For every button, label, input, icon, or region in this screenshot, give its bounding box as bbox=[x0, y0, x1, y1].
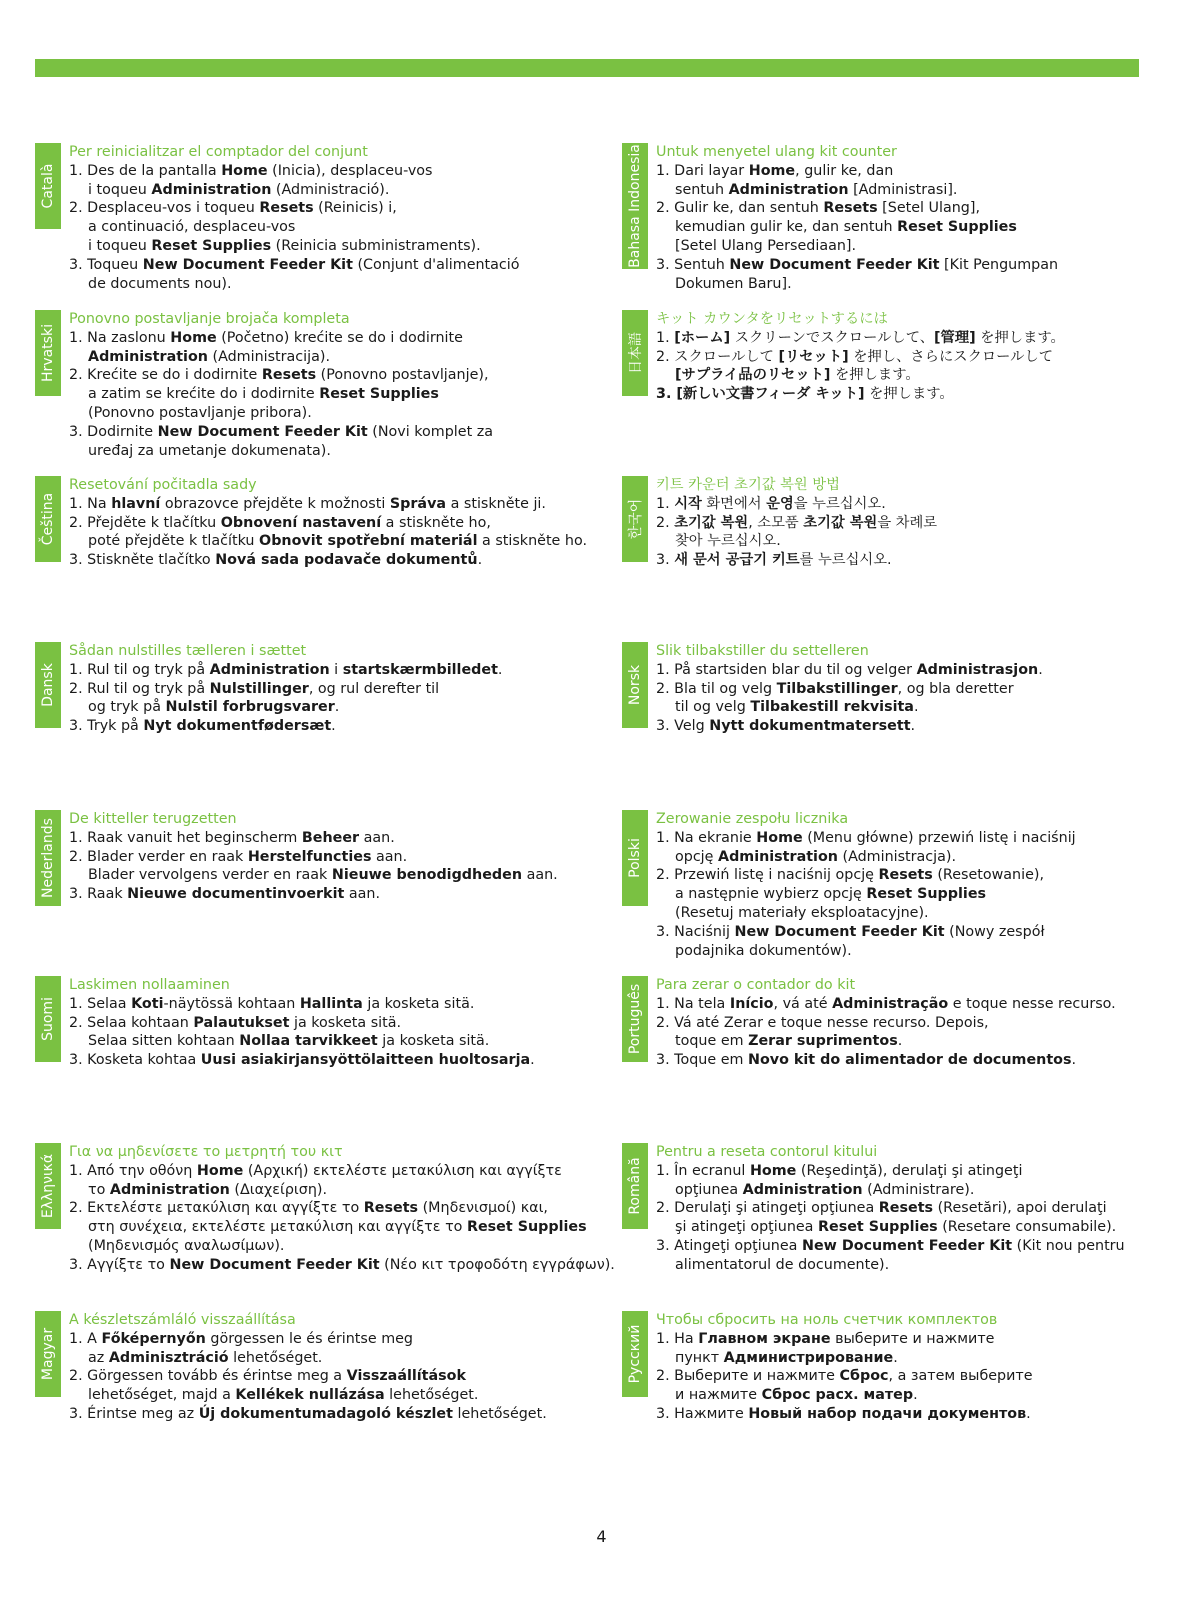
instruction-line: 1. На Главном экране выберите и нажмите bbox=[656, 1330, 995, 1347]
language-tab bbox=[35, 810, 61, 906]
section-title: Para zerar o contador do kit bbox=[656, 977, 856, 993]
instruction-line: 3. [新しい文書フィーダ キット] を押します。 bbox=[656, 386, 954, 403]
instruction-line: 2. Przewiń listę i naciśnij opcję Resets (Resetowanie), bbox=[656, 867, 1044, 884]
section-body bbox=[69, 1311, 559, 1424]
language-label: Hrvatski bbox=[40, 324, 56, 382]
instruction-line: a następnie wybierz opcję Reset Supplies bbox=[675, 886, 987, 903]
instruction-line: 2. Rul til og tryk på Nulstillinger, og rul derefter til bbox=[69, 680, 440, 697]
language-tab bbox=[622, 476, 648, 562]
instruction-line: 2. Görgessen tovább és érintse meg a Visszaállítások bbox=[69, 1368, 466, 1385]
section-title: Resetování počitadla sady bbox=[69, 477, 257, 493]
section-body bbox=[69, 1143, 615, 1275]
section-body bbox=[656, 476, 1146, 570]
section-title: Για να μηδενίσετε το μετρητή του κιτ bbox=[69, 1144, 343, 1160]
instruction-line: 2. Přejděte k tlačítku Obnovení nastavení a stiskněte ho, bbox=[69, 514, 491, 531]
instruction-line: [サプライ品のリセット] を押します。 bbox=[675, 367, 920, 384]
language-label: Português bbox=[627, 983, 643, 1055]
language-label: Nederlands bbox=[40, 818, 56, 898]
instruction-line: 3. Toqueu New Document Feeder Kit (Conjunt d'alimentació bbox=[69, 256, 520, 273]
section-body bbox=[656, 1311, 1146, 1424]
section-body bbox=[69, 810, 559, 904]
language-tab bbox=[622, 642, 648, 728]
instruction-line: opcję Administration (Administracja). bbox=[675, 848, 957, 865]
instruction-line: şi atingeţi opţiunea Reset Supplies (Resetare consumabile). bbox=[675, 1219, 1117, 1236]
instruction-line: 2. Selaa kohtaan Palautukset ja kosketa sitä. bbox=[69, 1014, 402, 1031]
instruction-line: 3. Нажмите Новый набор подачи документов. bbox=[656, 1405, 1031, 1422]
section-body bbox=[656, 642, 1146, 736]
instruction-line: 2. Выберите и нажмите Сброс, а затем выберите bbox=[656, 1368, 1033, 1385]
page-number: 4 bbox=[596, 1527, 607, 1546]
instruction-line: и нажмите Сброс расх. матер. bbox=[675, 1387, 918, 1404]
instruction-line: 3. Dodirnite New Document Feeder Kit (Novi komplet za bbox=[69, 423, 493, 440]
language-label: Русский bbox=[627, 1324, 643, 1384]
instruction-line: (Μηδενισμός αναλωσίμων). bbox=[88, 1237, 285, 1254]
instruction-line: 3. Érintse meg az Új dokumentumadagoló készlet lehetőséget. bbox=[69, 1405, 547, 1422]
instruction-line: podajnika dokumentów). bbox=[675, 942, 852, 959]
section-body bbox=[656, 310, 1146, 404]
section-body bbox=[69, 642, 559, 736]
language-tab bbox=[622, 810, 648, 906]
instruction-line: 2. Blader verder en raak Herstelfuncties aan. bbox=[69, 848, 408, 865]
language-tab bbox=[35, 1143, 61, 1229]
instruction-line: 2. スクロールして [リセット] を押し、さらにスクロールして bbox=[656, 348, 1054, 365]
instruction-line: uređaj za umetanje dokumenata). bbox=[88, 442, 331, 459]
instruction-line: 1. Dari layar Home, gulir ke, dan bbox=[656, 162, 894, 179]
language-tab bbox=[35, 976, 61, 1062]
instruction-line: 1. 시작 화면에서 운영을 누르십시오. bbox=[656, 495, 886, 512]
instruction-line: 1. Des de la pantalla Home (Inicia), desplaceu-vos bbox=[69, 162, 433, 179]
instruction-line: 3. Kosketa kohtaa Uusi asiakirjansyöttölaitteen huoltosarja. bbox=[69, 1052, 535, 1069]
instruction-list bbox=[656, 329, 1146, 404]
instruction-line: 2. 초기값 복원, 소모품 초기값 복원을 차례로 bbox=[656, 514, 938, 531]
instruction-line: 2. Desplaceu-vos i toqueu Resets (Reinicis) i, bbox=[69, 200, 397, 217]
instruction-list bbox=[656, 495, 1146, 570]
instruction-line: 3. Sentuh New Document Feeder Kit [Kit Pengumpan bbox=[656, 256, 1059, 273]
instruction-line: 1. Na tela Início, vá até Administração e toque nesse recurso. bbox=[656, 995, 1116, 1012]
instruction-list bbox=[656, 995, 1146, 1070]
language-label: Polski bbox=[627, 838, 643, 878]
section-body bbox=[69, 476, 587, 570]
section-body bbox=[656, 810, 1146, 960]
instruction-line: 1. Από την οθόνη Home (Αρχική) εκτελέστε μετακύλιση και αγγίξτε bbox=[69, 1162, 562, 1179]
instruction-line: 2. Bla til og velg Tilbakstillinger, og bla deretter bbox=[656, 680, 1014, 697]
instruction-line: Dokumen Baru]. bbox=[675, 275, 792, 292]
instruction-line: og tryk på Nulstil forbrugsvarer. bbox=[88, 699, 340, 716]
section-title: Ponovno postavljanje brojača kompleta bbox=[69, 311, 350, 327]
instruction-line: 3. Raak Nieuwe documentinvoerkit aan. bbox=[69, 886, 380, 903]
instruction-list bbox=[656, 1162, 1146, 1275]
instruction-list bbox=[656, 162, 1146, 294]
instruction-line: [Setel Ulang Persediaan]. bbox=[675, 237, 857, 254]
instruction-list bbox=[69, 495, 587, 570]
language-tab bbox=[35, 310, 61, 396]
language-label: 日本語 bbox=[628, 332, 644, 374]
instruction-list bbox=[69, 329, 559, 461]
instruction-line: 2. Derulaţi şi atingeţi opţiunea Resets (Resetări), apoi derulaţi bbox=[656, 1200, 1107, 1217]
section-body bbox=[69, 143, 559, 293]
language-label: Dansk bbox=[40, 663, 56, 707]
instruction-line: toque em Zerar suprimentos. bbox=[675, 1033, 903, 1050]
instruction-list bbox=[69, 1330, 559, 1424]
instruction-line: de documents nou). bbox=[88, 275, 232, 292]
section-body bbox=[656, 143, 1146, 293]
instruction-line: το Administration (Διαχείριση). bbox=[88, 1181, 328, 1198]
section-title: Per reinicialitzar el comptador del conjunt bbox=[69, 144, 368, 160]
instruction-line: Administration (Administracija). bbox=[88, 348, 330, 365]
instruction-list bbox=[69, 162, 559, 294]
instruction-line: (Resetuj materiały eksploatacyjne). bbox=[675, 904, 929, 921]
instruction-line: 찾아 누르십시오. bbox=[675, 533, 781, 550]
instruction-line: a zatim se krećite do i dodirnite Reset Supplies bbox=[88, 386, 439, 403]
instruction-line: i toqueu Reset Supplies (Reinicia subministraments). bbox=[88, 237, 481, 254]
language-tab bbox=[35, 1311, 61, 1397]
section-body bbox=[656, 1143, 1146, 1275]
language-tab bbox=[622, 976, 648, 1062]
section-title: Untuk menyetel ulang kit counter bbox=[656, 144, 897, 160]
instruction-line: 1. Na ekranie Home (Menu główne) przewiń listę i naciśnij bbox=[656, 829, 1076, 846]
language-tab bbox=[35, 642, 61, 728]
instruction-line: 3. Tryk på Nyt dokumentfødersæt. bbox=[69, 718, 336, 735]
section-body bbox=[69, 976, 559, 1070]
language-tab bbox=[622, 1311, 648, 1397]
instruction-line: kemudian gulir ke, dan sentuh Reset Supplies bbox=[675, 219, 1017, 236]
instruction-line: 1. På startsiden blar du til og velger Administrasjon. bbox=[656, 661, 1043, 678]
instruction-list bbox=[69, 1162, 615, 1275]
instruction-list bbox=[69, 829, 559, 904]
instruction-line: 2. Εκτελέστε μετακύλιση και αγγίξτε το Resets (Μηδενισμοί) και, bbox=[69, 1200, 548, 1217]
language-label: Română bbox=[627, 1157, 643, 1215]
instruction-line: 3. Stiskněte tlačítko Nová sada podavače dokumentů. bbox=[69, 552, 483, 569]
section-title: 키트 카운터 초기값 복원 방법 bbox=[656, 477, 840, 493]
language-label: Català bbox=[40, 163, 56, 209]
instruction-line: opţiunea Administration (Administrare). bbox=[675, 1181, 975, 1198]
instruction-line: (Ponovno postavljanje pribora). bbox=[88, 404, 312, 421]
section-title: Slik tilbakstiller du settelleren bbox=[656, 643, 869, 659]
instruction-line: a continuació, desplaceu-vos bbox=[88, 219, 296, 236]
instruction-line: 2. Gulir ke, dan sentuh Resets [Setel Ulang], bbox=[656, 200, 981, 217]
section-title: Sådan nulstilles tælleren i sættet bbox=[69, 643, 307, 659]
section-title: A készletszámláló visszaállítása bbox=[69, 1312, 296, 1328]
language-label: Norsk bbox=[627, 664, 643, 706]
instruction-line: 3. Velg Nytt dokumentmatersett. bbox=[656, 718, 916, 735]
instruction-line: poté přejděte k tlačítku Obnovit spotřební materiál a stiskněte ho. bbox=[88, 533, 587, 550]
instruction-line: alimentatorul de documente). bbox=[675, 1256, 890, 1273]
instruction-list bbox=[656, 661, 1146, 736]
section-title: キット カウンタをリセットするには bbox=[656, 311, 888, 327]
instruction-list bbox=[69, 995, 559, 1070]
instruction-line: 2. Krećite se do i dodirnite Resets (Ponovno postavljanje), bbox=[69, 367, 489, 384]
instruction-line: 1. Na zaslonu Home (Početno) krećite se do i dodirnite bbox=[69, 329, 463, 346]
section-body bbox=[69, 310, 559, 460]
instruction-line: az Adminisztráció lehetőséget. bbox=[88, 1349, 323, 1366]
instruction-list bbox=[656, 829, 1146, 961]
instruction-line: Selaa sitten kohtaan Nollaa tarvikkeet ja kosketa sitä. bbox=[88, 1033, 490, 1050]
instruction-line: 3. Toque em Novo kit do alimentador de documentos. bbox=[656, 1052, 1077, 1069]
language-label: 한국어 bbox=[628, 498, 644, 540]
language-tab bbox=[622, 310, 648, 396]
instruction-line: пункт Администрирование. bbox=[675, 1349, 898, 1366]
language-tab bbox=[622, 143, 648, 269]
instruction-line: 1. [ホーム] スクリーンでスクロールして、[管理] を押します。 bbox=[656, 329, 1065, 346]
instruction-line: 3. Atingeţi opţiunea New Document Feeder Kit (Kit nou pentru bbox=[656, 1237, 1125, 1254]
language-tab bbox=[622, 1143, 648, 1229]
section-title: Zerowanie zespołu licznika bbox=[656, 811, 849, 827]
section-title: De kitteller terugzetten bbox=[69, 811, 237, 827]
instruction-line: 1. Na hlavní obrazovce přejděte k možnosti Správa a stiskněte ji. bbox=[69, 495, 546, 512]
header-bar bbox=[35, 59, 1139, 77]
instruction-line: 1. A Főképernyőn görgessen le és érintse meg bbox=[69, 1330, 413, 1347]
instruction-line: 1. Raak vanuit het beginscherm Beheer aan. bbox=[69, 829, 395, 846]
instruction-line: til og velg Tilbakestill rekvisita. bbox=[675, 699, 919, 716]
section-title: Laskimen nollaaminen bbox=[69, 977, 230, 993]
language-label: Ελληνικά bbox=[40, 1153, 56, 1219]
instruction-line: 2. Vá até Zerar e toque nesse recurso. Depois, bbox=[656, 1014, 989, 1031]
instruction-list bbox=[69, 661, 559, 736]
instruction-line: 1. În ecranul Home (Reşedinţă), derulaţi şi atingeţi bbox=[656, 1162, 1023, 1179]
instruction-line: στη συνέχεια, εκτελέστε μετακύλιση και αγγίξτε το Reset Supplies bbox=[88, 1219, 587, 1236]
language-tab bbox=[35, 143, 61, 229]
language-label: Magyar bbox=[40, 1327, 56, 1381]
instruction-line: 1. Selaa Koti-näytössä kohtaan Hallinta ja kosketa sitä. bbox=[69, 995, 475, 1012]
instruction-line: sentuh Administration [Administrasi]. bbox=[675, 181, 958, 198]
instruction-line: 1. Rul til og tryk på Administration i startskærmbilledet. bbox=[69, 661, 503, 678]
instruction-list bbox=[656, 1330, 1146, 1424]
instruction-line: 3. Αγγίξτε το New Document Feeder Kit (Νέο κιτ τροφοδότη εγγράφων). bbox=[69, 1256, 615, 1273]
section-body bbox=[656, 976, 1146, 1070]
language-label: Suomi bbox=[40, 997, 56, 1041]
instruction-line: Blader vervolgens verder en raak Nieuwe benodigdheden aan. bbox=[88, 867, 558, 884]
section-title: Pentru a reseta contorul kitului bbox=[656, 1144, 878, 1160]
language-tab bbox=[35, 476, 61, 562]
instruction-line: lehetőséget, majd a Kellékek nullázása lehetőséget. bbox=[88, 1387, 479, 1404]
instruction-line: 3. 새 문서 공급기 키트를 누르십시오. bbox=[656, 552, 892, 569]
instruction-line: 3. Naciśnij New Document Feeder Kit (Nowy zespół bbox=[656, 923, 1045, 940]
section-title: Чтобы сбросить на ноль счетчик комплектов bbox=[656, 1312, 998, 1328]
language-label: Čeština bbox=[40, 492, 56, 546]
language-label: Bahasa Indonesia bbox=[627, 144, 643, 268]
instruction-line: i toqueu Administration (Administració). bbox=[88, 181, 390, 198]
